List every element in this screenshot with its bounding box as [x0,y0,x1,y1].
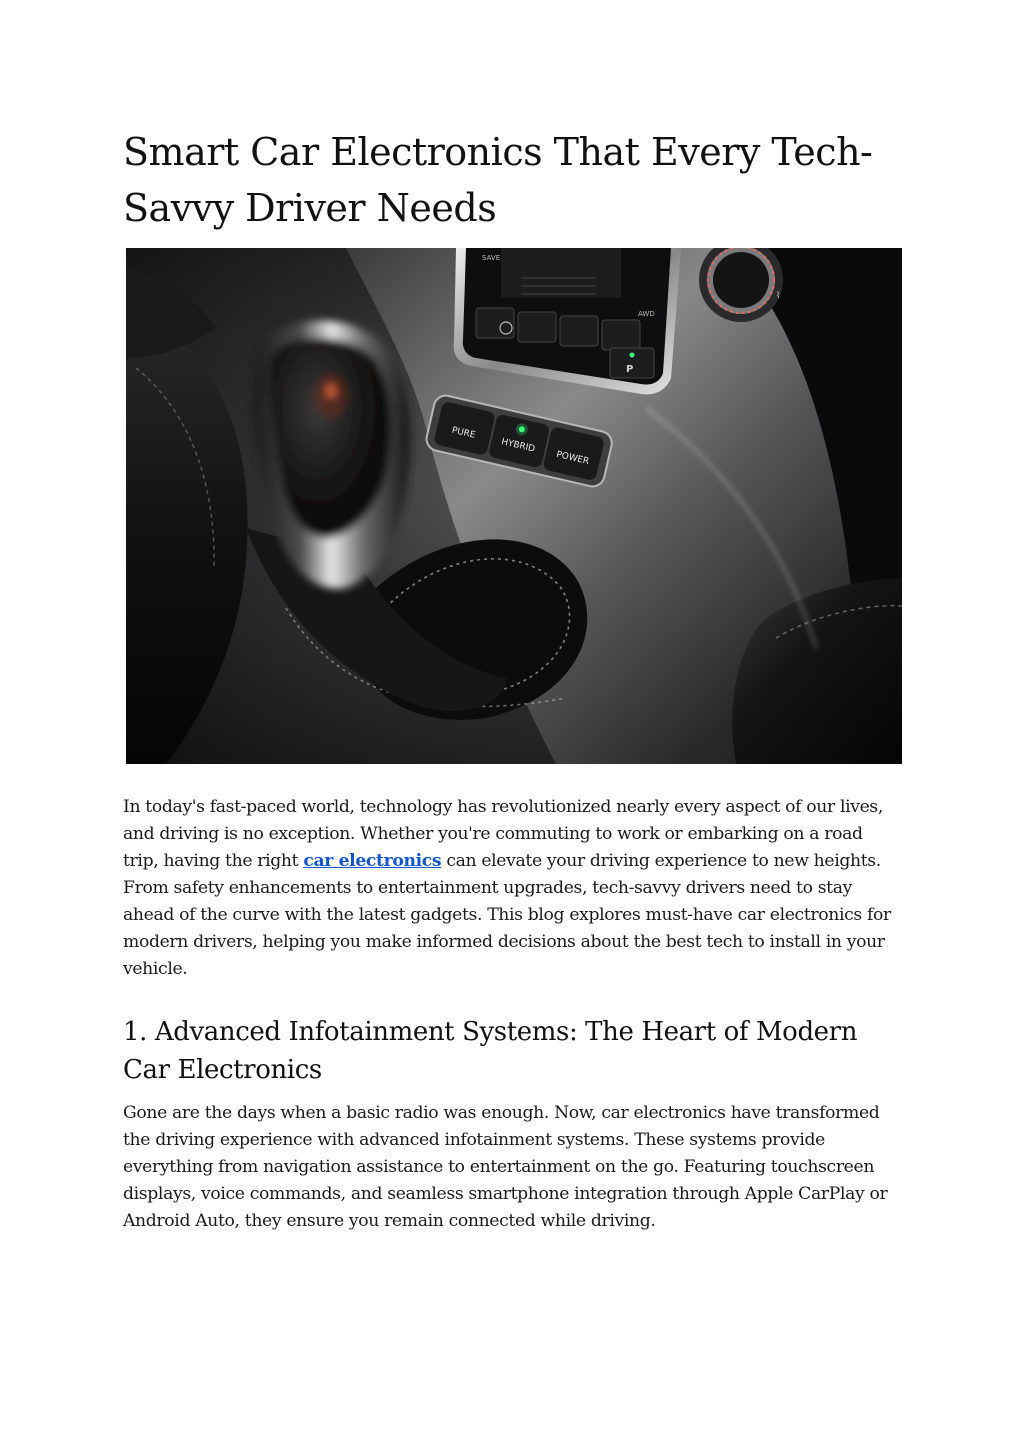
svg-text:PURE: PURE [450,425,477,441]
svg-text:POWER: POWER [555,449,590,468]
svg-text:⌇: ⌇ [776,291,781,301]
hero-image-car-console [126,248,902,764]
svg-text:SAVE: SAVE [482,254,501,262]
section-heading-infotainment: 1. Advanced Infotainment Systems: The Heart of Modern Car Electronics [123,1017,858,1085]
svg-text:AWD: AWD [638,310,655,318]
section-body-infotainment: Gone are the days when a basic radio was enough. Now, car electronics have transformed the driving experience with advanced infotainment systems. These systems provide everything from navigation assistance to entertainment on the go. Featuring touchscreen displays, voice commands, and seamless smartphone integration through Apple CarPlay or Android Auto, they ensure you remain connected while driving. [123,1103,888,1231]
intro-paragraph [123,794,898,983]
svg-text:P: P [626,364,634,375]
intro-text-after-link: can elevate your driving experience to new heights. From safety enhancements to entertainment upgrades, tech-savvy drivers need to stay ahead of the curve with the latest gadgets. This blog explores must-have car electronics for modern drivers, helping you make informed decisions about the best tech to install in your vehicle. [123,851,891,979]
intro-text-before-link: In today's fast-paced world, technology has revolutionized nearly every aspect of our lives, and driving is no exception. Whether you're commuting to work or embarking on a road trip, having the right [123,797,884,871]
car-electronics-link[interactable]: car electronics [303,851,442,871]
svg-text:HYBRID: HYBRID [500,437,536,455]
page-title: Smart Car Electronics That Every Tech-Savvy Driver Needs [123,130,873,230]
